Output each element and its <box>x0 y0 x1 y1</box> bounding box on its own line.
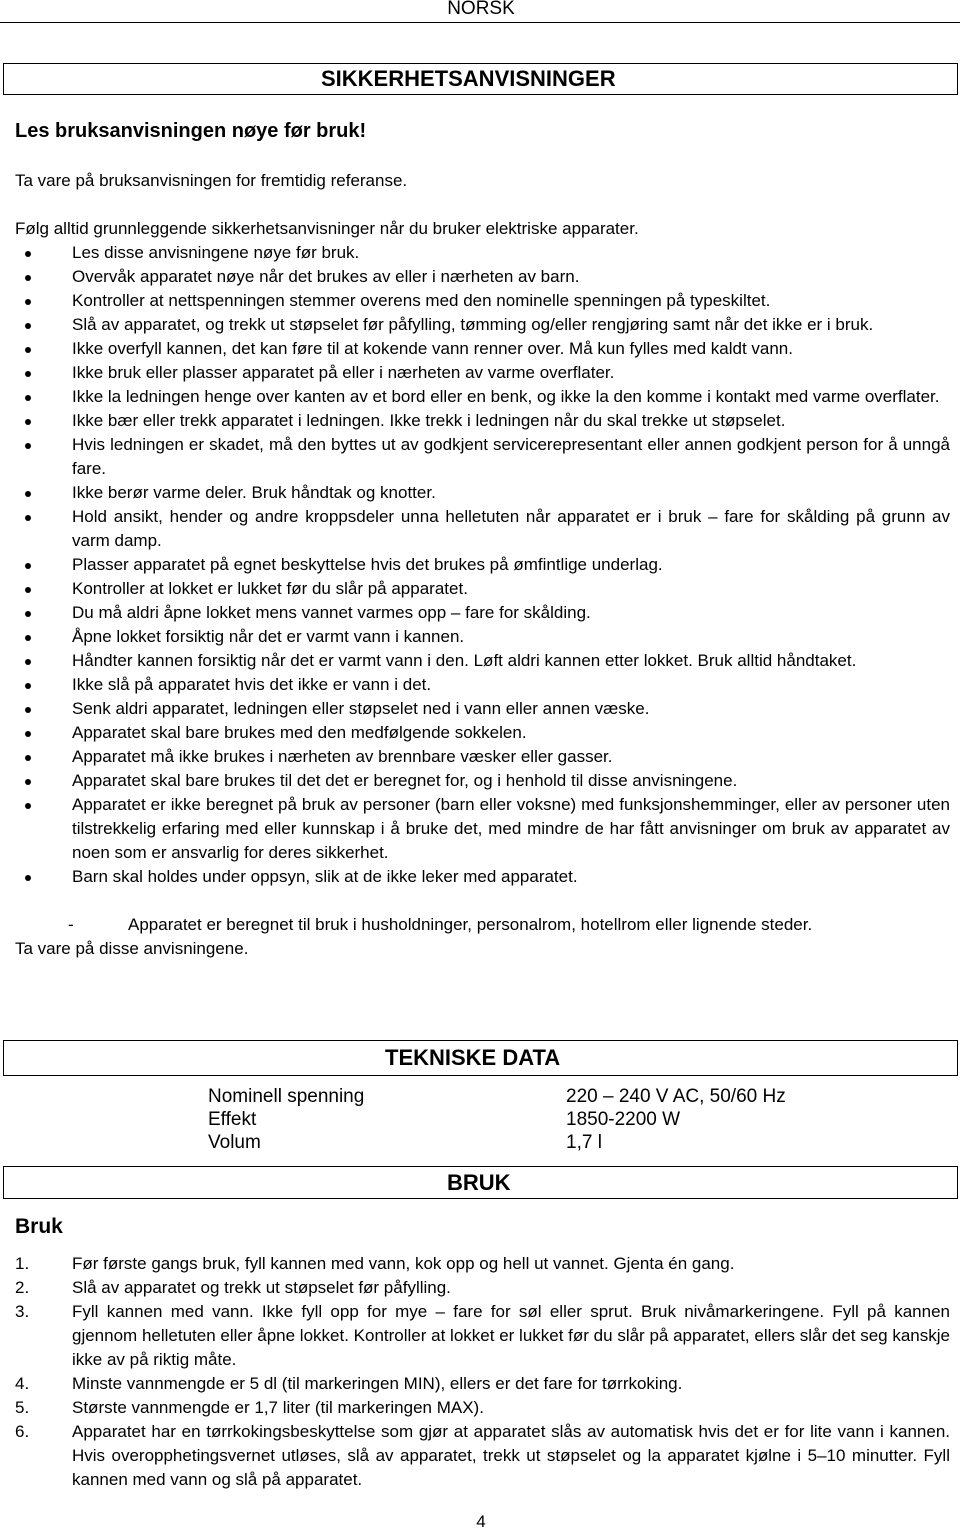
usage-section-title: BRUK <box>447 1170 511 1195</box>
usage-step <box>15 1372 950 1396</box>
safety-bullet-text: Ikke la ledningen henge over kanten av et bord eller en benk, og ikke la den komme i kontakt med varme overflater. <box>72 387 940 406</box>
safety-bullet-text: Ikke bruk eller plasser apparatet på eller i nærheten av varme overflater. <box>72 363 615 382</box>
keep-these-instructions: Ta vare på disse anvisningene. <box>15 939 249 958</box>
safety-bullet-text: Du må aldri åpne lokket mens vannet varmes opp – fare for skålding. <box>72 603 591 622</box>
bullet-dot-icon <box>25 347 31 353</box>
safety-bullet-list <box>15 241 950 961</box>
safety-bullet-text: Håndter kannen forsiktig når det er varmt vann i den. Løft aldri kannen etter lokket. Bruk alltid håndtaket. <box>72 651 857 670</box>
read-instructions-heading: Les bruksanvisningen nøye før bruk! <box>15 120 367 142</box>
safety-intro-text: Følg alltid grunnleggende sikkerhetsanvisninger når du bruker elektriske apparater. <box>15 219 639 238</box>
safety-bullet-item <box>15 865 950 889</box>
safety-bullet-item <box>15 625 950 649</box>
spec-value: 220 – 240 V AC, 50/60 Hz <box>566 1086 786 1107</box>
safety-bullet-item <box>15 313 950 337</box>
safety-bullet-item <box>15 769 950 793</box>
safety-bullet-text: Kontroller at nettspenningen stemmer overens med den nominelle spenningen på typeskiltet. <box>72 291 771 310</box>
usage-steps <box>15 1252 950 1492</box>
header-divider <box>0 22 960 23</box>
spec-label: Nominell spenning <box>208 1086 365 1107</box>
safety-bullet-text: Overvåk apparatet nøye når det brukes av eller i nærheten av barn. <box>72 267 580 286</box>
bullet-dot-icon <box>25 275 31 281</box>
usage-step <box>15 1396 950 1420</box>
step-number: 3. <box>15 1302 30 1321</box>
bullet-dot-icon <box>25 587 31 593</box>
safety-bullet-text: Senk aldri apparatet, ledningen eller støpselet ned i vann eller annen væske. <box>72 699 650 718</box>
bullet-dot-icon <box>25 491 31 497</box>
safety-bullet-item <box>15 337 950 361</box>
bullet-dot-icon <box>25 635 31 641</box>
bullet-dot-icon <box>25 395 31 401</box>
step-number: 5. <box>15 1398 30 1417</box>
page-number: 4 <box>476 1512 486 1531</box>
bullet-dot-icon <box>25 755 31 761</box>
safety-bullet-text: Plasser apparatet på egnet beskyttelse hvis det brukes på ømfintlige underlag. <box>72 555 663 574</box>
safety-intro <box>15 118 950 241</box>
spec-value: 1,7 l <box>566 1132 602 1153</box>
safety-bullet-text: Apparatet skal bare brukes til det det er beregnet for, og i henhold til disse anvisningene. <box>72 771 738 790</box>
bullet-dot-icon <box>25 707 31 713</box>
language-label: NORSK <box>447 0 515 19</box>
safety-bullet-text: Åpne lokket forsiktig når det er varmt vann i kannen. <box>72 627 465 646</box>
spec-row <box>208 1085 786 1108</box>
step-text: Slå av apparatet og trekk ut støpselet før påfylling. <box>72 1278 451 1297</box>
safety-bullet-text: Apparatet er ikke beregnet på bruk av personer (barn eller voksne) med funksjonshemminger, eller av personer uten tilstrekkelig erfaring med eller kunnskap i å bruke det, med mindre de har fått anvisninger om bruk av apparatet av noen som er ansvarlig for deres sikkerhet. <box>72 795 950 862</box>
bullet-dot-icon <box>25 251 31 257</box>
usage-step <box>15 1276 950 1300</box>
technical-section-title: TEKNISKE DATA <box>385 1045 561 1070</box>
safety-bullet-item <box>15 289 950 313</box>
bullet-dot-icon <box>25 299 31 305</box>
bullet-dot-icon <box>25 323 31 329</box>
safety-bullet-text: Kontroller at lokket er lukket før du slår på apparatet. <box>72 579 468 598</box>
step-number: 6. <box>15 1422 30 1441</box>
safety-bullet-text: Barn skal holdes under oppsyn, slik at de ikke leker med apparatet. <box>72 867 578 886</box>
safety-bullet-text: Ikke berør varme deler. Bruk håndtak og knotter. <box>72 483 436 502</box>
step-text: Minste vannmengde er 5 dl (til markeringen MIN), ellers er det fare for tørrkoking. <box>72 1374 683 1393</box>
safety-bullet-item <box>15 265 950 289</box>
bullet-dot-icon <box>25 731 31 737</box>
safety-bullet-item <box>15 721 950 745</box>
keep-instructions-note: Ta vare på bruksanvisningen for fremtidig referanse. <box>15 171 408 190</box>
safety-bullet-text: Ikke overfyll kannen, det kan føre til at kokende vann renner over. Må kun fylles med kaldt vann. <box>72 339 793 358</box>
safety-bullet-text: Apparatet må ikke brukes i nærheten av brennbare væsker eller gasser. <box>72 747 613 766</box>
step-text: Fyll kannen med vann. Ikke fyll opp for mye – fare for søl eller sprut. Bruk nivåmarkeringene. Fyll på kannen gjennom helletuten eller åpne lokket. Kontroller at lokket er lukket før du slår på apparatet, ellers slår det seg kanskje ikke av på riktig måte. <box>72 1302 950 1369</box>
safety-bullet-item <box>15 409 950 433</box>
safety-bullet-item <box>15 361 950 385</box>
bullet-dot-icon <box>25 443 31 449</box>
safety-bullet-text: Hvis ledningen er skadet, må den byttes ut av godkjent servicerepresentant eller annen godkjent person for å unngå fare. <box>72 435 950 478</box>
spec-label: Effekt <box>208 1109 257 1130</box>
step-number: 4. <box>15 1374 30 1393</box>
usage-step <box>15 1300 950 1372</box>
safety-bullet-text: Ikke bær eller trekk apparatet i ledningen. Ikke trekk i ledningen når du skal trekke ut støpselet. <box>72 411 786 430</box>
bullet-dot-icon <box>25 683 31 689</box>
safety-bullet-text: Les disse anvisningene nøye før bruk. <box>72 243 360 262</box>
step-text: Før første gangs bruk, fyll kannen med vann, kok opp og hell ut vannet. Gjenta én gang. <box>72 1254 735 1273</box>
bullet-dot-icon <box>25 779 31 785</box>
safety-bullet-text: Slå av apparatet, og trekk ut støpselet før påfylling, tømming og/eller rengjøring samt når det ikke er i bruk. <box>72 315 874 334</box>
bullet-dot-icon <box>25 419 31 425</box>
spec-value: 1850-2200 W <box>566 1109 681 1130</box>
step-number: 2. <box>15 1278 30 1297</box>
safety-bullet-item <box>15 505 950 553</box>
usage-scope-item <box>15 913 950 937</box>
safety-bullet-item <box>15 385 950 409</box>
usage-heading: Bruk <box>15 1215 63 1238</box>
step-text: Apparatet har en tørrkokingsbeskyttelse som gjør at apparatet slås av automatisk hvis det er for lite vann i kannen. Hvis overopphetingsvernet utløses, slå av apparatet, trekk ut støpselet og la apparatet kjølne i 5–10 minutter. Fyll kannen med vann og slå på apparatet. <box>72 1422 950 1489</box>
usage-step <box>15 1420 950 1492</box>
safety-bullet-item <box>15 649 950 673</box>
bullet-dot-icon <box>25 515 31 521</box>
step-number: 1. <box>15 1254 30 1273</box>
usage-scope-text: Apparatet er beregnet til bruk i husholdninger, personalrom, hotellrom eller lignende steder. <box>128 915 813 934</box>
spec-row <box>208 1131 786 1154</box>
bullet-dot-icon <box>25 659 31 665</box>
spec-row <box>208 1108 786 1131</box>
step-text: Største vannmengde er 1,7 liter (til markeringen MAX). <box>72 1398 484 1417</box>
safety-bullet-item <box>15 793 950 865</box>
bullet-dot-icon <box>25 371 31 377</box>
technical-data-table <box>208 1085 786 1154</box>
safety-section-title: SIKKERHETSANVISNINGER <box>321 66 616 91</box>
bullet-dot-icon <box>25 803 31 809</box>
safety-bullet-text: Ikke slå på apparatet hvis det ikke er vann i det. <box>72 675 432 694</box>
bullet-dot-icon <box>25 563 31 569</box>
safety-bullet-item <box>15 553 950 577</box>
spec-label: Volum <box>208 1132 261 1153</box>
safety-bullet-text: Apparatet skal bare brukes med den medfølgende sokkelen. <box>72 723 527 742</box>
bullet-dot-icon <box>25 611 31 617</box>
safety-bullet-item <box>15 577 950 601</box>
bullet-dot-icon <box>25 875 31 881</box>
safety-bullet-item <box>15 433 950 481</box>
safety-bullet-text: Hold ansikt, hender og andre kroppsdeler unna helletuten når apparatet er i bruk – fare for skålding på grunn av varm damp. <box>72 507 950 550</box>
usage-step <box>15 1252 950 1276</box>
safety-bullet-item <box>15 241 950 265</box>
safety-bullet-item <box>15 697 950 721</box>
safety-bullet-item <box>15 601 950 625</box>
safety-bullet-item <box>15 673 950 697</box>
dash-marker: - <box>68 915 74 934</box>
safety-bullet-item <box>15 745 950 769</box>
safety-bullet-item <box>15 481 950 505</box>
